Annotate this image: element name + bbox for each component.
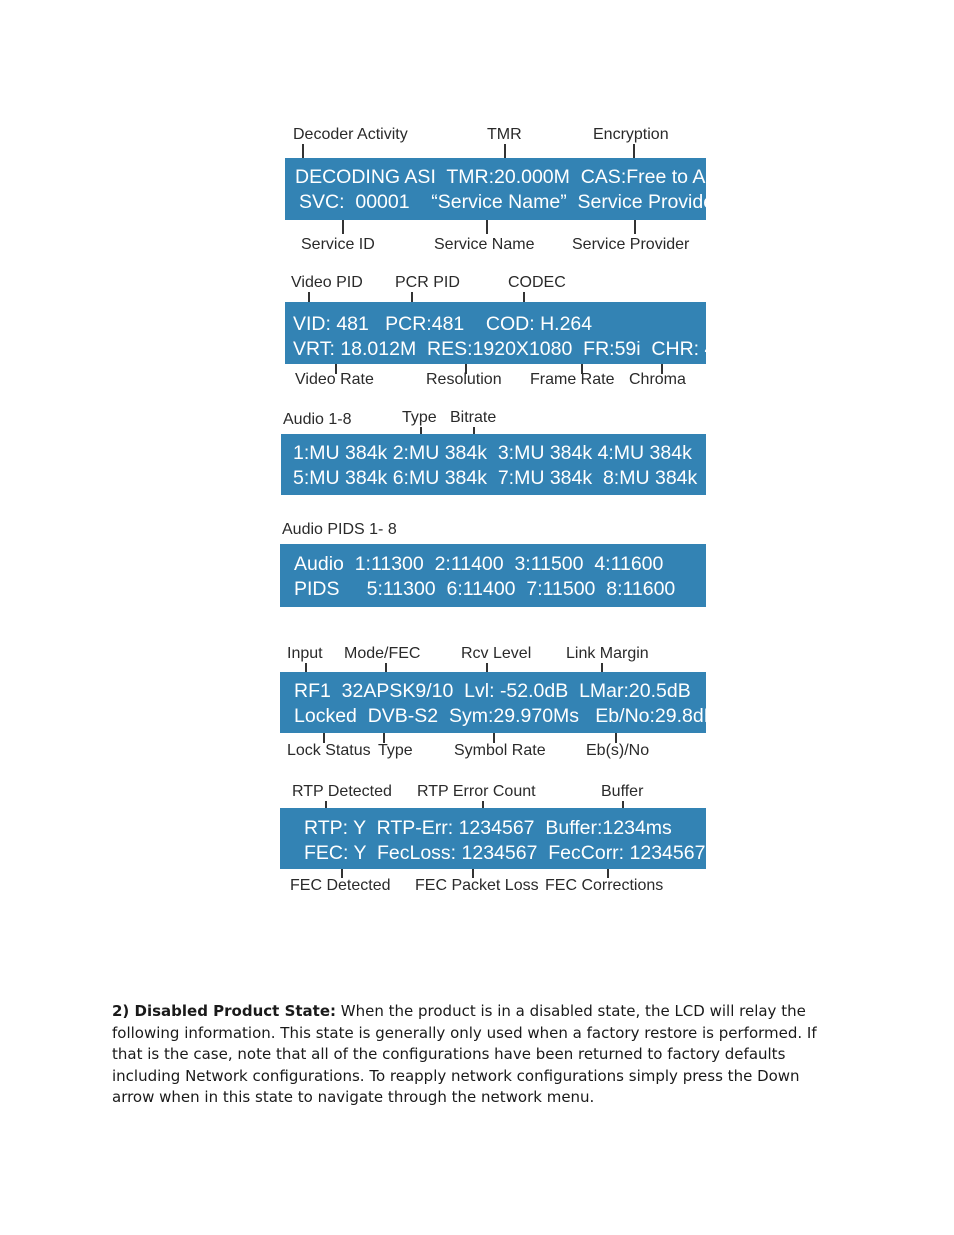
label-codec: CODEC: [508, 274, 566, 291]
lcd-panel-audio-pids: [280, 544, 706, 607]
label-type: Type: [402, 409, 437, 426]
lcd-line-1: Audio 1:11300 2:11400 3:11500 4:11600: [294, 553, 664, 575]
section-body: When the product is in a disabled state, the LCD will relay the following information. This state is generally only used when a factory restore is performed. If that is the case, note that all of the configurations have been returned to factory defaults including Network configurations. To reapply network configurations simply press the Down arrow when in this state to navigate through the network menu.: [112, 1002, 817, 1107]
label-mode-fec: Mode/FEC: [344, 645, 421, 662]
tick: [305, 663, 307, 672]
tick: [633, 144, 635, 158]
label-video-rate: Video Rate: [295, 371, 374, 388]
label-bitrate: Bitrate: [450, 409, 497, 426]
label-fec-detected: FEC Detected: [290, 877, 391, 894]
tick: [302, 144, 304, 158]
label-chroma: Chroma: [629, 371, 686, 388]
section-heading: 2) Disabled Product State:: [112, 1002, 337, 1020]
label-rtp-detected: RTP Detected: [292, 783, 392, 800]
tick: [601, 663, 603, 672]
label-rcv-level: Rcv Level: [461, 645, 532, 662]
label-symbol-rate: Symbol Rate: [454, 742, 546, 759]
lcd-panel-rtp: [280, 808, 706, 869]
label-service-name: Service Name: [434, 236, 535, 253]
lcd-line-1: DECODING ASI TMR:20.000M CAS:Free to Air: [295, 166, 717, 188]
tick: [504, 144, 506, 158]
lcd-line-2: SVC: 00001 “Service Name” Service Provider: [299, 191, 721, 213]
lcd-line-1: 1:MU 384k 2:MU 384k 3:MU 384k 4:MU 384k: [293, 442, 692, 464]
lcd-panel-video: [285, 302, 738, 364]
lcd-line-1: RF1 32APSK9/10 Lvl: -52.0dB LMar:20.5dB: [294, 680, 691, 702]
tick: [486, 220, 488, 234]
tick: [634, 220, 636, 234]
tick: [342, 220, 344, 234]
tick: [486, 663, 488, 672]
lcd-panel-decoder: [285, 158, 721, 220]
tick: [385, 663, 387, 672]
label-video-pid: Video PID: [291, 274, 363, 291]
label-frame-rate: Frame Rate: [530, 371, 615, 388]
label-encryption: Encryption: [593, 126, 669, 143]
lcd-panel-rf: [280, 672, 717, 733]
label-rtp-error-count: RTP Error Count: [417, 783, 536, 800]
label-pcr-pid: PCR PID: [395, 274, 460, 291]
label-service-id: Service ID: [301, 236, 375, 253]
label-link-margin: Link Margin: [566, 645, 649, 662]
label-ebno: Eb(s)/No: [586, 742, 650, 759]
lcd-line-2: VRT: 18.012M RES:1920X1080 FR:59i CHR: 422: [293, 338, 738, 360]
tick: [411, 292, 413, 302]
label-type: Type: [378, 742, 413, 759]
tick: [308, 292, 310, 302]
label-audio-1-8: Audio 1-8: [283, 411, 352, 428]
lcd-line-1: RTP: Y RTP-Err: 1234567 Buffer:1234ms: [304, 817, 672, 839]
label-buffer: Buffer: [601, 783, 644, 800]
label-fec-packet-loss: FEC Packet Loss: [415, 877, 539, 894]
label-tmr: TMR: [487, 126, 522, 143]
lcd-line-2: 5:MU 384k 6:MU 384k 7:MU 384k 8:MU 384k: [293, 467, 698, 489]
lcd-line-1: VID: 481 PCR:481 COD: H.264: [293, 313, 593, 335]
tick: [523, 292, 525, 302]
lcd-panel-audio: [281, 434, 706, 495]
label-resolution: Resolution: [426, 371, 502, 388]
label-decoder-activity: Decoder Activity: [293, 126, 408, 143]
label-service-provider: Service Provider: [572, 236, 690, 253]
disabled-state-paragraph: [112, 1001, 842, 1109]
lcd-line-2: Locked DVB-S2 Sym:29.970Ms Eb/No:29.8dB: [294, 705, 717, 727]
label-lock-status: Lock Status: [287, 742, 371, 759]
label-fec-corrections: FEC Corrections: [545, 877, 664, 894]
label-input: Input: [287, 645, 323, 662]
label-audio-pids: Audio PIDS 1- 8: [282, 521, 397, 538]
lcd-line-2: FEC: Y FecLoss: 1234567 FecCorr: 1234567: [304, 842, 706, 864]
lcd-line-2: PIDS 5:11300 6:11400 7:11500 8:11600: [294, 578, 676, 600]
